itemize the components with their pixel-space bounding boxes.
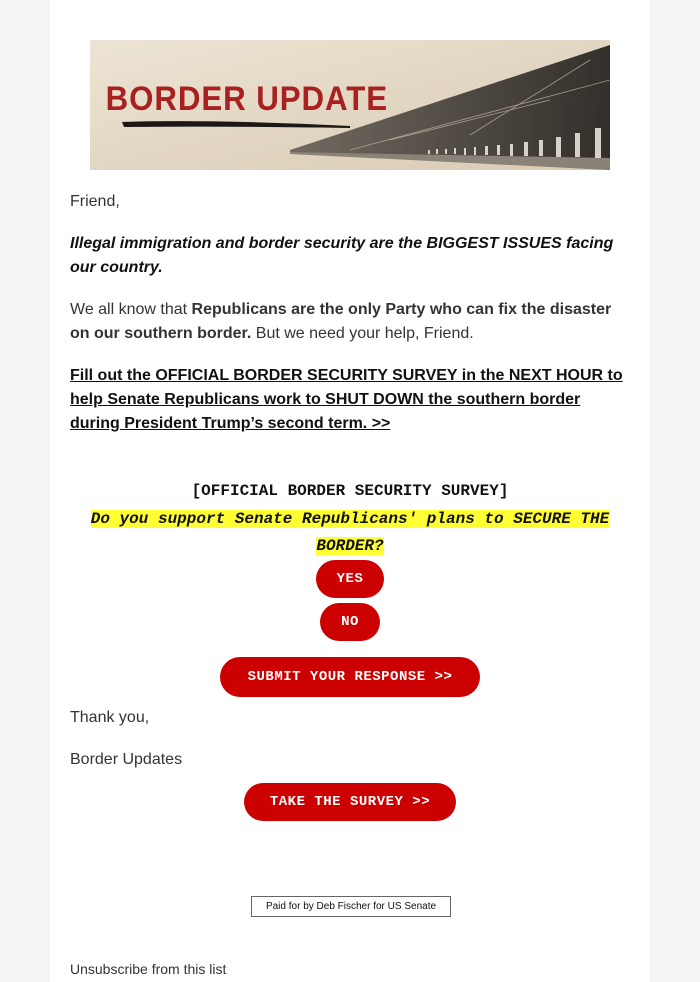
border-update-banner bbox=[90, 40, 610, 170]
greeting: Friend, bbox=[70, 193, 120, 210]
submit-response-button[interactable]: SUBMIT YOUR RESPONSE >> bbox=[220, 657, 480, 697]
thanks-text: Thank you, bbox=[70, 709, 150, 726]
survey-question bbox=[78, 506, 622, 560]
take-survey-button[interactable]: TAKE THE SURVEY >> bbox=[244, 783, 456, 821]
lead-statement: Illegal immigration and border security are the BIGGEST ISSUES facing our country. bbox=[70, 235, 614, 276]
unsubscribe-link[interactable]: Unsubscribe from this list bbox=[70, 961, 227, 977]
para-bold: Republicans are the only Party who can fix the disaster on our southern border. bbox=[70, 301, 612, 342]
para-prefix: We all know that bbox=[70, 301, 192, 318]
survey-link[interactable]: Fill out the OFFICIAL BORDER SECURITY SURVEY in the NEXT HOUR to help Senate Republicans work to SHUT DOWN the southern border during President Trump’s second term. >> bbox=[70, 367, 623, 432]
para-suffix: But we need your help, Friend. bbox=[251, 325, 474, 342]
no-button[interactable]: NO bbox=[320, 603, 380, 641]
banner-title: BORDER UPDATE bbox=[105, 78, 389, 118]
body-paragraph bbox=[70, 298, 630, 346]
survey-question-text: Do you support Senate Republicans' plans to SECURE THE BORDER? bbox=[90, 510, 610, 555]
signature: Border Updates bbox=[70, 751, 183, 768]
yes-button[interactable]: YES bbox=[316, 560, 384, 598]
email-body bbox=[50, 0, 650, 982]
paid-for-disclaimer: Paid for by Deb Fischer for US Senate bbox=[251, 896, 451, 917]
survey-title: [OFFICIAL BORDER SECURITY SURVEY] bbox=[191, 482, 509, 500]
